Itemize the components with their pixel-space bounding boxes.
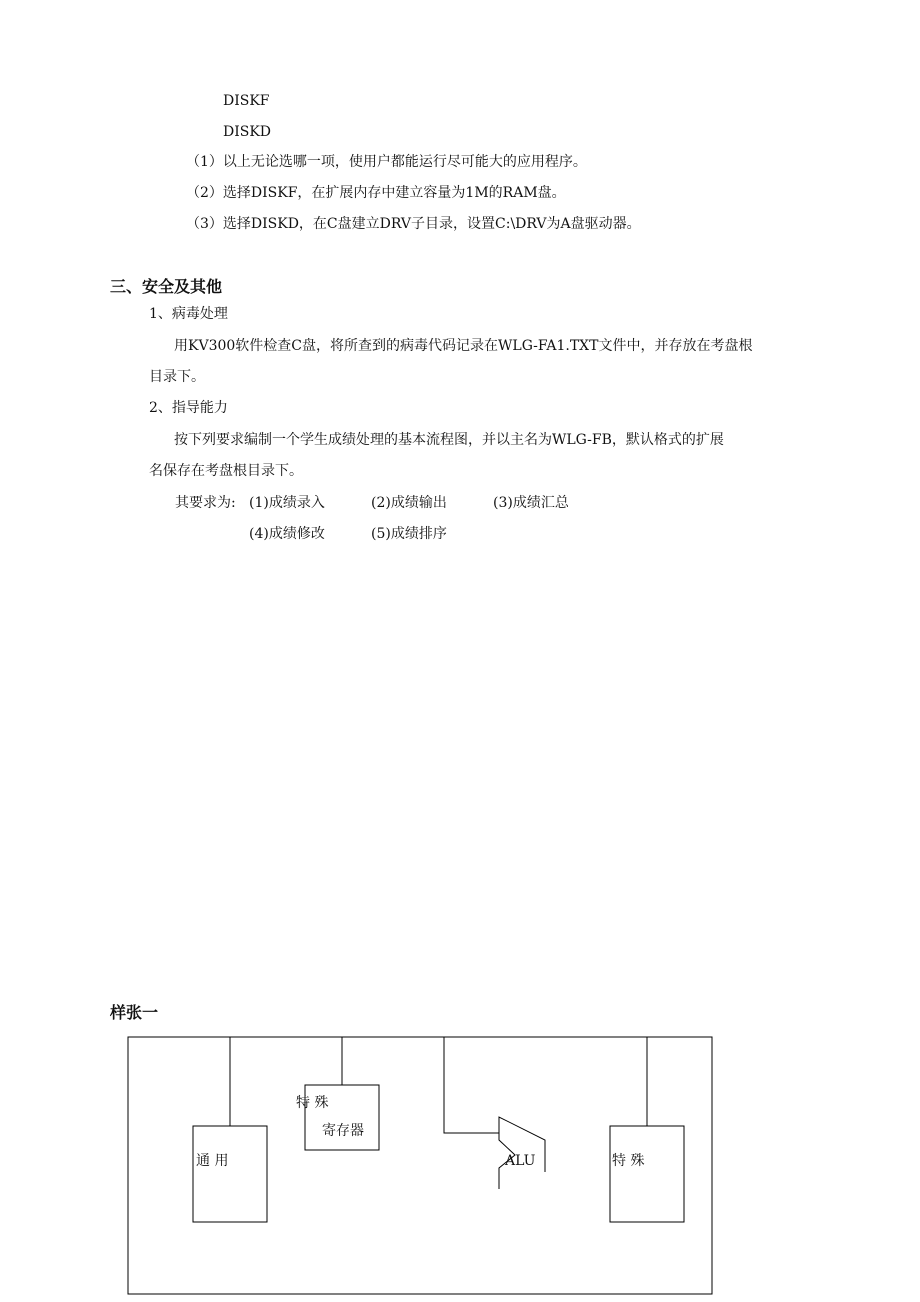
note-1: （1）以上无论选哪一项，使用户都能运行尽可能大的应用程序。 xyxy=(186,154,587,170)
item1-title: 1、病毒处理 xyxy=(149,306,228,322)
special-right-box xyxy=(610,1126,684,1222)
requirement-3: (3)成绩汇总 xyxy=(493,495,569,511)
item1-line1: 用KV300软件检查C盘，将所查到的病毒代码记录在WLG-FA1.TXT文件中，并存放在考盘根 xyxy=(174,338,753,354)
section-three-title: 三、安全及其他 xyxy=(110,277,223,296)
requirement-1: (1)成绩录入 xyxy=(249,495,325,511)
label-alu: ALU xyxy=(505,1153,536,1169)
label-special-top: 特 殊 xyxy=(296,1095,329,1111)
sample-title: 样张一 xyxy=(110,1003,159,1022)
option-diskd: DISKD xyxy=(223,124,272,140)
connector-alu xyxy=(444,1037,499,1133)
label-register: 寄存器 xyxy=(322,1123,364,1139)
label-general: 通 用 xyxy=(196,1153,229,1169)
item1-line2: 目录下。 xyxy=(149,369,205,385)
requirement-5: (5)成绩排序 xyxy=(371,526,447,542)
item2-line1: 按下列要求编制一个学生成绩处理的基本流程图，并以主名为WLG-FB，默认格式的扩展 xyxy=(174,432,724,448)
label-special-right: 特 殊 xyxy=(612,1153,645,1169)
note-3: （3）选择DISKD，在C盘建立DRV子目录，设置C:\DRV为A盘驱动器。 xyxy=(186,216,641,232)
requirements-label: 其要求为: xyxy=(175,495,236,511)
item2-line2: 名保存在考盘根目录下。 xyxy=(149,463,303,479)
requirement-2: (2)成绩输出 xyxy=(371,495,447,511)
note-2: （2）选择DISKF，在扩展内存中建立容量为1M的RAM盘。 xyxy=(186,185,566,201)
item2-title: 2、指导能力 xyxy=(149,400,228,416)
option-diskf: DISKF xyxy=(223,93,270,109)
general-register-box xyxy=(193,1126,267,1222)
requirement-4: (4)成绩修改 xyxy=(249,526,325,542)
